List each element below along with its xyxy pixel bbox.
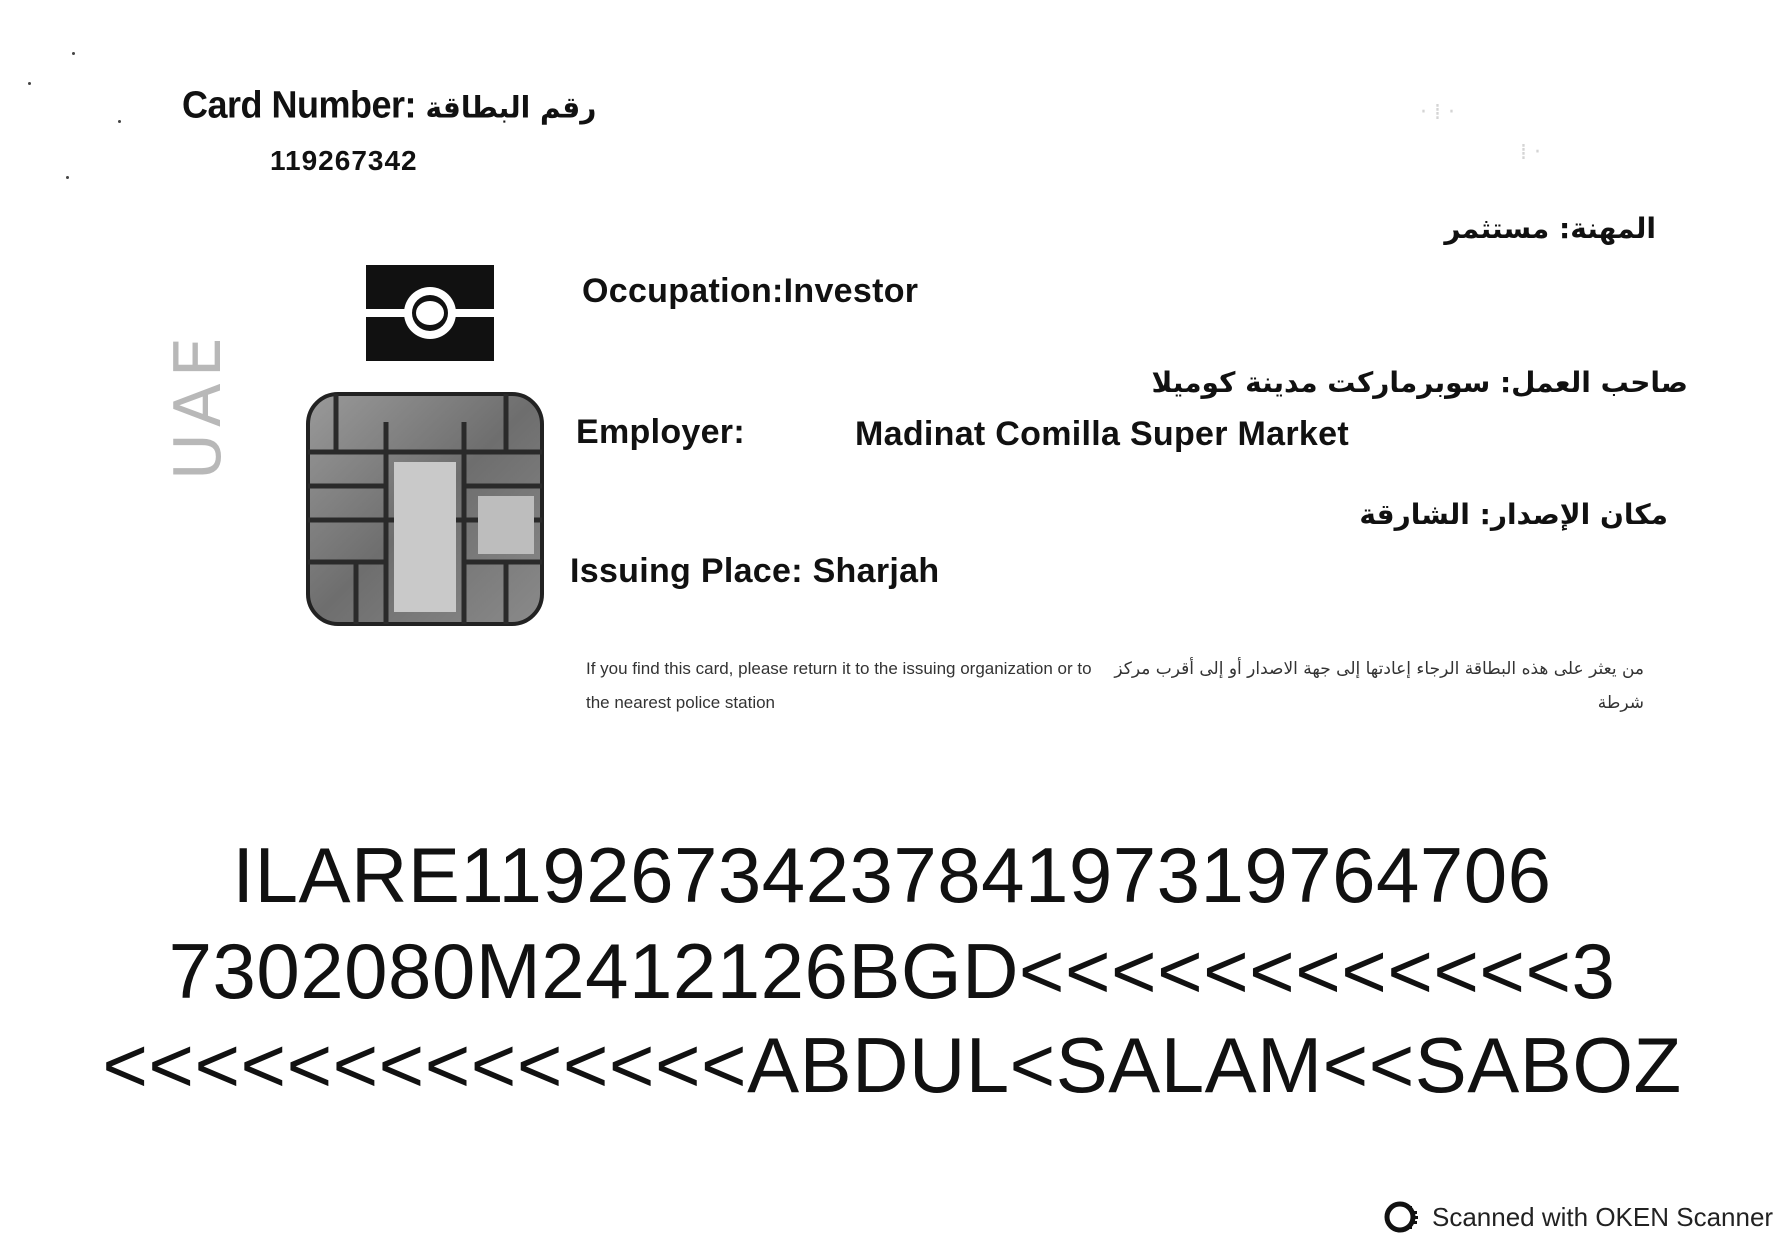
contactless-chip-icon [366, 265, 494, 361]
occupation-field: Occupation:Investor [582, 272, 919, 310]
mrz-line-1: ILARE1192673423784197319764706 [232, 831, 1552, 919]
issuing-place-field-ar: مكان الإصدار: الشارقة [1359, 498, 1668, 531]
card-number-label-ar: رقم البطاقة [425, 90, 597, 125]
scanner-watermark [1384, 1200, 1773, 1234]
scanner-logo-icon [1384, 1200, 1422, 1234]
card-number-label [182, 83, 596, 127]
mrz-line-2: 7302080M2412126BGD<<<<<<<<<<<<3 [168, 927, 1616, 1015]
faint-artifact: ⁞ · [1520, 140, 1541, 165]
issuing-place-field: Issuing Place: Sharjah [570, 552, 940, 590]
faint-artifact: · ⁞ · [1420, 100, 1455, 125]
return-notice-en: If you find this card, please return it to the issuing organization or to the nearest police station [586, 659, 1092, 712]
occupation-field-ar: المهنة: مستثمر [1444, 212, 1656, 245]
scan-speck [66, 176, 69, 179]
card-number-label-en: Card Number: [182, 82, 417, 126]
scan-speck [28, 82, 31, 85]
employer-value: Madinat Comilla Super Market [855, 415, 1349, 453]
return-notice-ar: من يعثر على هذه البطاقة الرجاء إعادتها إلى جهة الاصدار أو إلى أقرب مركز شرطة [1114, 659, 1644, 713]
employer-label: Employer: [576, 413, 745, 451]
scan-speck [72, 52, 75, 55]
mrz-line-3: <<<<<<<<<<<<<<ABDUL<SALAM<<SABOZ [102, 1021, 1682, 1109]
scanner-text: Scanned with OKEN Scanner [1432, 1201, 1774, 1232]
country-mark: UAE [162, 330, 236, 480]
card-number-value: 119267342 [270, 145, 418, 176]
employer-field-ar: صاحب العمل: سوبرماركت مدينة كوميلا [1151, 366, 1688, 399]
scan-speck [118, 120, 121, 123]
emv-chip-icon [306, 392, 544, 626]
